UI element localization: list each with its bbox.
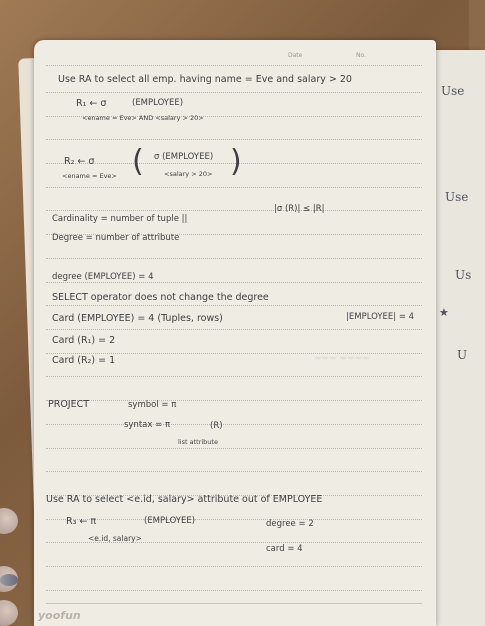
note-line-2a: R₁ ← σ [76,98,107,109]
ruled-line [46,471,422,472]
open-paren: ( [132,144,144,179]
note-line-9: SELECT operator does not change the degree [52,292,269,303]
note-line-14a: syntax = π [124,420,171,430]
right-page-text-2: Use [445,190,469,204]
note-line-3: <ename = Eve> AND <salary > 20> [82,114,204,122]
note-line-8: degree (EMPLOYEE) = 4 [52,272,154,282]
ruled-line [46,603,422,604]
ruled-line [46,305,422,306]
star-icon: ★ [439,306,449,319]
note-line-17b: (EMPLOYEE) [144,516,196,526]
brand-logo: yoofun [38,609,81,622]
note-line-5b: <salary > 20> [164,170,213,178]
fingernail [0,574,18,586]
ruled-line [46,139,422,140]
ruled-line [46,282,422,283]
ruled-line [46,590,422,591]
note-line-10b: |EMPLOYEE| = 4 [346,312,415,322]
note-line-7: Degree = number of attribute [52,233,180,243]
note-line-18b: card = 4 [266,544,303,554]
ruled-line [46,65,422,66]
ruled-line [46,187,422,188]
note-line-18a: <e.id, salary> [88,534,142,543]
ruled-line [46,376,422,377]
ruled-line [46,400,422,401]
note-line-14b: (R) [210,421,223,431]
note-line-2b: (EMPLOYEE) [132,98,184,108]
right-page-text-3: Us [455,268,472,282]
number-label: No. [356,52,366,59]
note-line-11: Card (R₁) = 2 [52,335,116,346]
ruled-line [46,448,422,449]
smudged-ink: ~~~ ~~~~ [314,354,370,364]
note-line-4a: R₂ ← σ [64,156,95,167]
ruled-line [46,258,422,259]
ruled-line [46,566,422,567]
date-label: Date [288,52,303,59]
right-page-text-5: U [457,348,468,362]
note-line-17c: degree = 2 [266,519,314,529]
note-line-17a: R₃ ← π [66,516,97,527]
right-page-text-1: Use [441,84,465,98]
ruled-line [46,92,422,93]
note-line-13b: symbol = π [128,400,177,410]
note-line-6: Cardinality = number of tuple || [52,214,188,224]
note-line-1: Use RA to select all emp. having name = Eve and salary > 20 [58,74,352,85]
ruled-line [46,329,422,330]
note-line-13a: PROJECT [48,399,90,410]
note-line-16: Use RA to select <e.id, salary> attribute out of EMPLOYEE [46,494,323,505]
ruled-line [46,424,422,425]
close-paren: ) [230,144,242,179]
note-line-10: Card (EMPLOYEE) = 4 (Tuples, rows) [52,313,223,324]
note-line-12: Card (R₂) = 1 [52,355,116,366]
notebook-page [34,40,436,626]
note-line-4b: σ (EMPLOYEE) [154,152,214,162]
note-line-5a: <ename = Eve> [62,172,117,180]
ruled-line [46,210,422,211]
ruled-line [46,519,422,520]
note-line-15: list attribute [178,438,218,446]
note-line-6b: |σ (R)| ≤ |R| [274,204,325,214]
